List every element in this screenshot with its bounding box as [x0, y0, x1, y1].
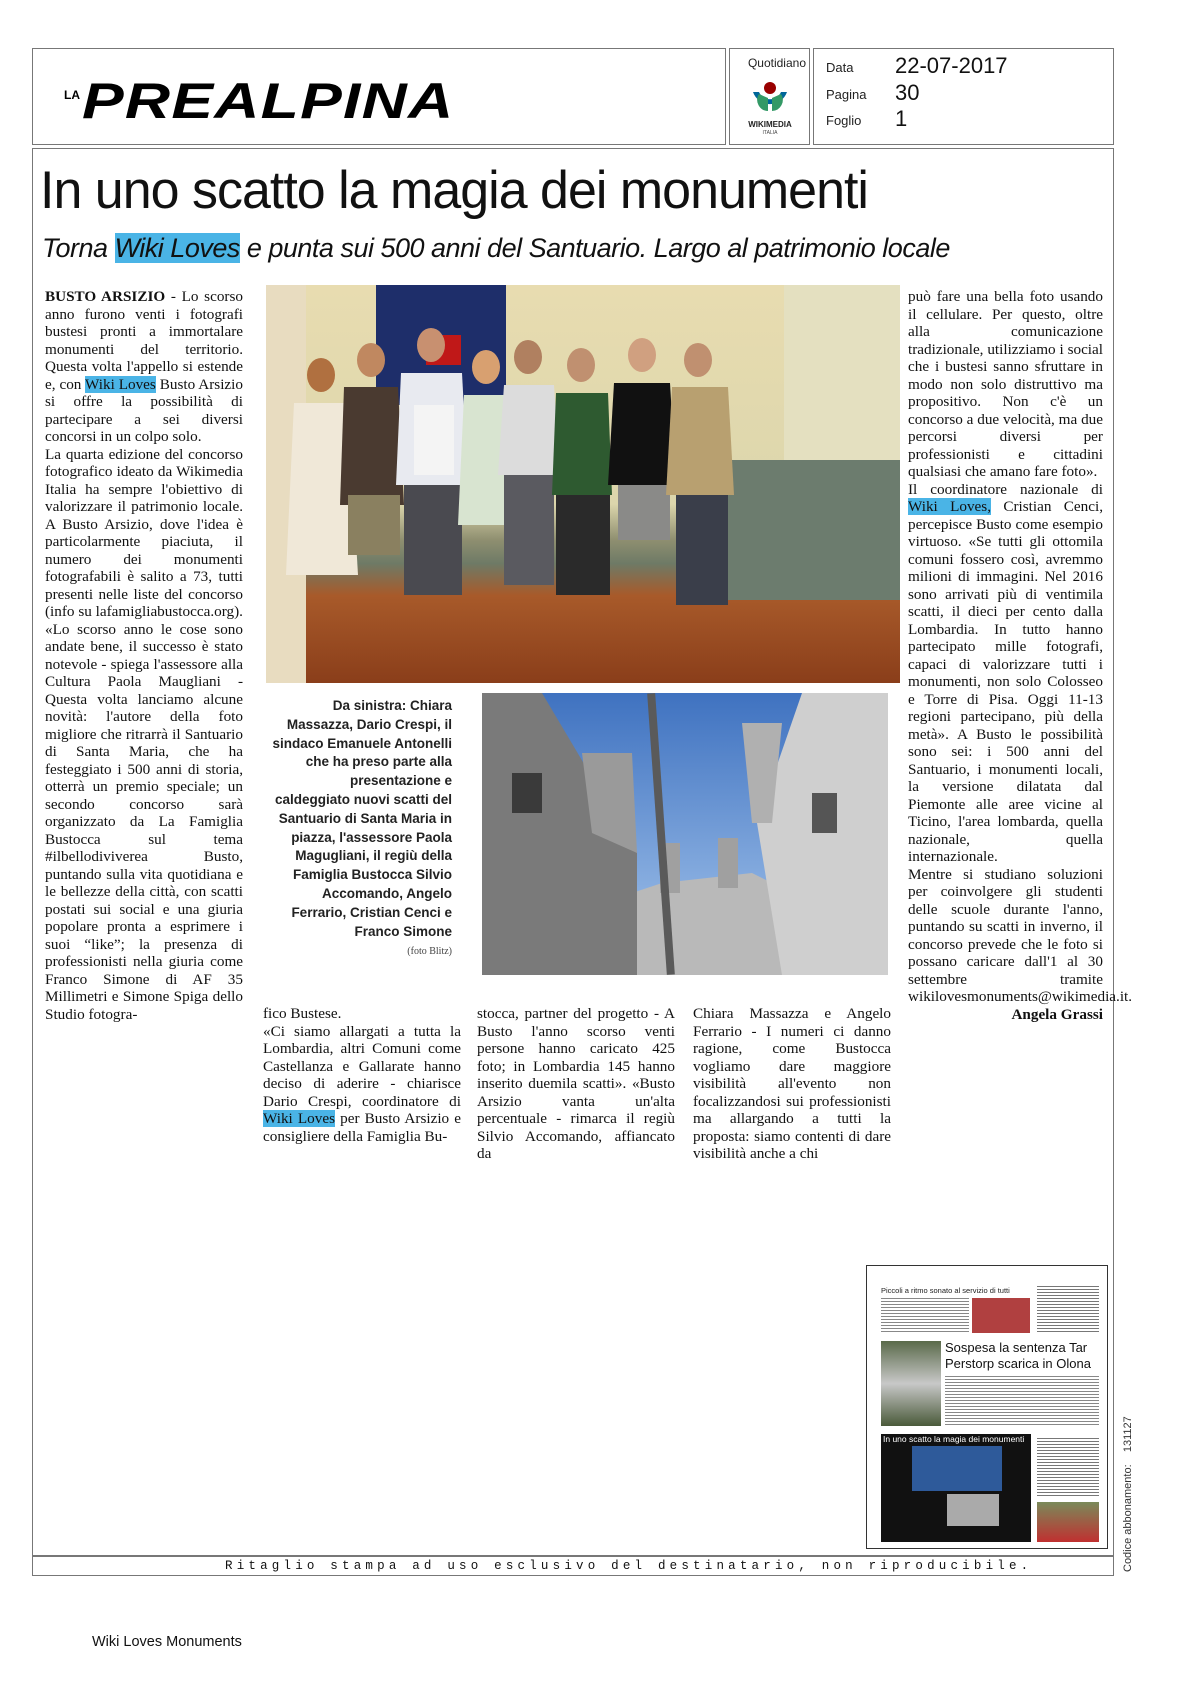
column-3	[477, 1005, 675, 1163]
meta-label-date: Data	[826, 60, 854, 75]
col1-text: - Lo scorso anno furono venti i fotografi bustesi pronti a immortalare monumenti del territorio. Questa volta l'appello si estende e, con	[45, 288, 243, 393]
column-2	[263, 1005, 461, 1145]
subhead-before: Torna	[42, 233, 115, 263]
article-headline: In uno scatto la magia dei monumenti	[40, 161, 869, 220]
publication-type: Quotidiano	[747, 56, 806, 70]
thumbnail-small-headline: Piccoli a ritmo sonato al servizio di tutti	[881, 1286, 1010, 1295]
col5-text-cont: Cristian Cenci, percepisce Busto come esempio virtuoso. «Se tutti gli ottomila comuni fossero così, avremmo milioni di immagini. Nel 2016 sono arrivati più di ventimila scatti, il dieci per cento dalla Lombardia. In tutto hanno partecipato mille fotografi, capaci di valorizzare tutti i monumenti, non solo Colosseo e Torre di Pisa. Oggi 11-13 regioni partecipano, più della metà». A Busto le possibilità sono sei: i 500 anni del Santuario, i monumenti locali, la versione dilatata dal Piemonte alle aree vicine al Ticino, l'area lombarda, quella nazionale, quella internazionale.	[908, 498, 1103, 865]
col1-text-cont: Busto Arsizio si offre la possibilità di partecipare a sei diversi concorsi in un colpo solo.	[45, 375, 243, 445]
col4-paragraph-1: Chiara Massazza e Angelo Ferrario - I numeri ci danno ragione, come Bustocca vogliamo dare maggiore visibilità all'evento non focalizzandosi sui professionisti ma allargando a tutti la proposta: siamo contenti di dare visibilità anche a chi	[693, 1005, 891, 1162]
thumbnail-body-text	[945, 1376, 1099, 1426]
wikimedia-logo-sub: ITALIA	[762, 130, 778, 136]
thumbnail-side-text	[1037, 1286, 1099, 1333]
group-photo	[266, 285, 900, 683]
thumbnail-article-photo-2	[947, 1494, 999, 1526]
column-5	[908, 288, 1133, 1023]
meta-label-page: Pagina	[826, 87, 867, 102]
meta-value-date: 22-07-2017	[895, 53, 1008, 78]
footer-notice: Ritaglio stampa ad uso esclusivo del destinatario, non riproducibile.	[225, 1559, 1033, 1573]
col2-text: «Ci siamo allargati a tutta la Lombardia, altri Comuni come Castellanza e Gallarate hanno deciso di aderire - chiarisce Dario Crespi, coordinatore di	[263, 1022, 461, 1110]
subhead-highlight: Wiki Loves	[114, 233, 240, 263]
col5-paragraph-3: Mentre si studiano soluzioni per coinvolgere gli studenti delle scuole durante l'anno, puntando su scatti in inverno, il concorso prevede che le foto si possano caricare dall'1 al 30 settembre tramite wikilovesmonuments@wikimedia.it.	[908, 865, 1133, 1005]
column-1	[45, 288, 243, 1178]
col5-text: Il coordinatore nazionale di	[908, 480, 1103, 498]
dateline: BUSTO ARSIZIO	[45, 288, 166, 305]
thumbnail-text-block	[881, 1298, 969, 1333]
caption-text: Da sinistra: Chiara Massazza, Dario Crespi, il sindaco Emanuele Antonelli che ha preso parte alla presentazione e caldeggiato nuovi scatti del Santuario di Santa Maria in piazza, l'assessore Paola Magugliani, il regiù della Famiglia Bustocca Silvio Accomando, Angelo Ferrario, Cristian Cenci e Franco Simone	[272, 698, 452, 939]
col2-text-cont: per Busto Arsizio e consigliere della Famiglia Bu-	[263, 1110, 462, 1145]
thumbnail-river-photo	[881, 1341, 941, 1426]
col2-paragraph-1: fico Bustese.	[263, 1005, 342, 1022]
wiki-loves-highlight-3: Wiki Loves,	[908, 498, 992, 515]
subscription-code-label: Codice abbonamento:	[1122, 1464, 1134, 1572]
col1-paragraph-3: «Lo scorso anno le cose sono andate bene, il successo è stato notevole - spiega l'assessore alla Cultura Paola Maugliani - Questa volta lanciamo alcune novità: l'autore della foto migliore che ritrarrà il Santuario di Santa Maria, che ha festeggiato i 500 anni di storia, otterrà un premio speciale; un secondo concorso sarà organizzato da La Famiglia Bustocca sul tema #ilbellodiviverea Busto, puntando sulla vita quotidiana e le bellezze della città, con scatti postati sui social e una giuria popolare pronta a esprimere i suoi “like”; la presenza di professionisti nella giuria come Franco Simone di AF 35 Millimetri e Simone Spiga dello Studio fotogra-	[45, 620, 243, 1023]
thumbnail-headline-2: Perstorp scarica in Olona	[945, 1356, 1091, 1371]
santuario-illustration	[482, 693, 888, 975]
subhead-after: e punta sui 500 anni del Santuario. Largo al patrimonio locale	[239, 233, 950, 263]
photo-caption	[272, 697, 452, 962]
col5-paragraph-1: può fare una bella foto usando il cellulare. Per questo, oltre alla comunicazione tradizionale, utilizziamo i social che i bustesi sanno sfruttare in modo non solo distruttivo ma propositivo. Non c'è un concorso a due velocità, ma due percorsi diversi per professionisti e cittadini qualsiasi che amano fare foto».	[908, 288, 1103, 480]
bottom-label: Wiki Loves Monuments	[92, 1634, 242, 1650]
thumbnail-article-strip: In uno scatto la magia dei monumenti	[883, 1434, 1025, 1444]
meta-value-sheet: 1	[895, 106, 908, 131]
author-byline: Angela Grassi	[1011, 1005, 1103, 1023]
meta-value-page: 30	[895, 80, 920, 105]
photo-credit: (foto Blitz)	[407, 946, 452, 958]
subscription-code	[1122, 1416, 1134, 1572]
thumbnail-right-text	[1037, 1438, 1099, 1498]
group-photo-illustration	[266, 285, 900, 683]
meta-label-sheet: Foglio	[826, 113, 862, 128]
column-4	[693, 1005, 891, 1163]
subscription-code-value: 131127	[1122, 1416, 1134, 1453]
page-thumbnail	[866, 1265, 1108, 1549]
article-subhead	[42, 233, 950, 264]
thumbnail-flower-photo	[1037, 1502, 1099, 1542]
logo-prefix: LA	[64, 88, 80, 102]
thumbnail-headline-1: Sospesa la sentenza Tar	[945, 1340, 1088, 1355]
wiki-loves-highlight-2: Wiki Loves	[263, 1110, 336, 1127]
newspaper-logo: PREALPINA	[82, 73, 455, 129]
wikimedia-logo-text: WIKIMEDIA	[748, 120, 792, 129]
col3-paragraph-1: stocca, partner del progetto - A Busto l'anno scorso venti persone hanno caricato 425 foto; in Lombardia 145 hanno inserito duemila scatti». «Busto Arsizio vanta un'alta percentuale - rimarca il regiù Silvio Accomando, affiancato da	[477, 1005, 675, 1162]
col1-paragraph-2: La quarta edizione del concorso fotografico ideato da Wikimedia Italia ha sempre l'obiettivo di valorizzare il patrimonio locale. A Busto Arsizio, dove l'idea è particolarmente piaciuta, il numero dei monumenti fotografabili è salito a 73, tutti presenti nelle liste del concorso (info su lafamigliabustocca.org).	[45, 445, 243, 620]
thumbnail-article-photo	[912, 1446, 1002, 1491]
wiki-loves-highlight: Wiki Loves	[85, 375, 156, 393]
thumbnail-photo-red	[972, 1298, 1030, 1333]
santuario-photo	[482, 693, 888, 975]
